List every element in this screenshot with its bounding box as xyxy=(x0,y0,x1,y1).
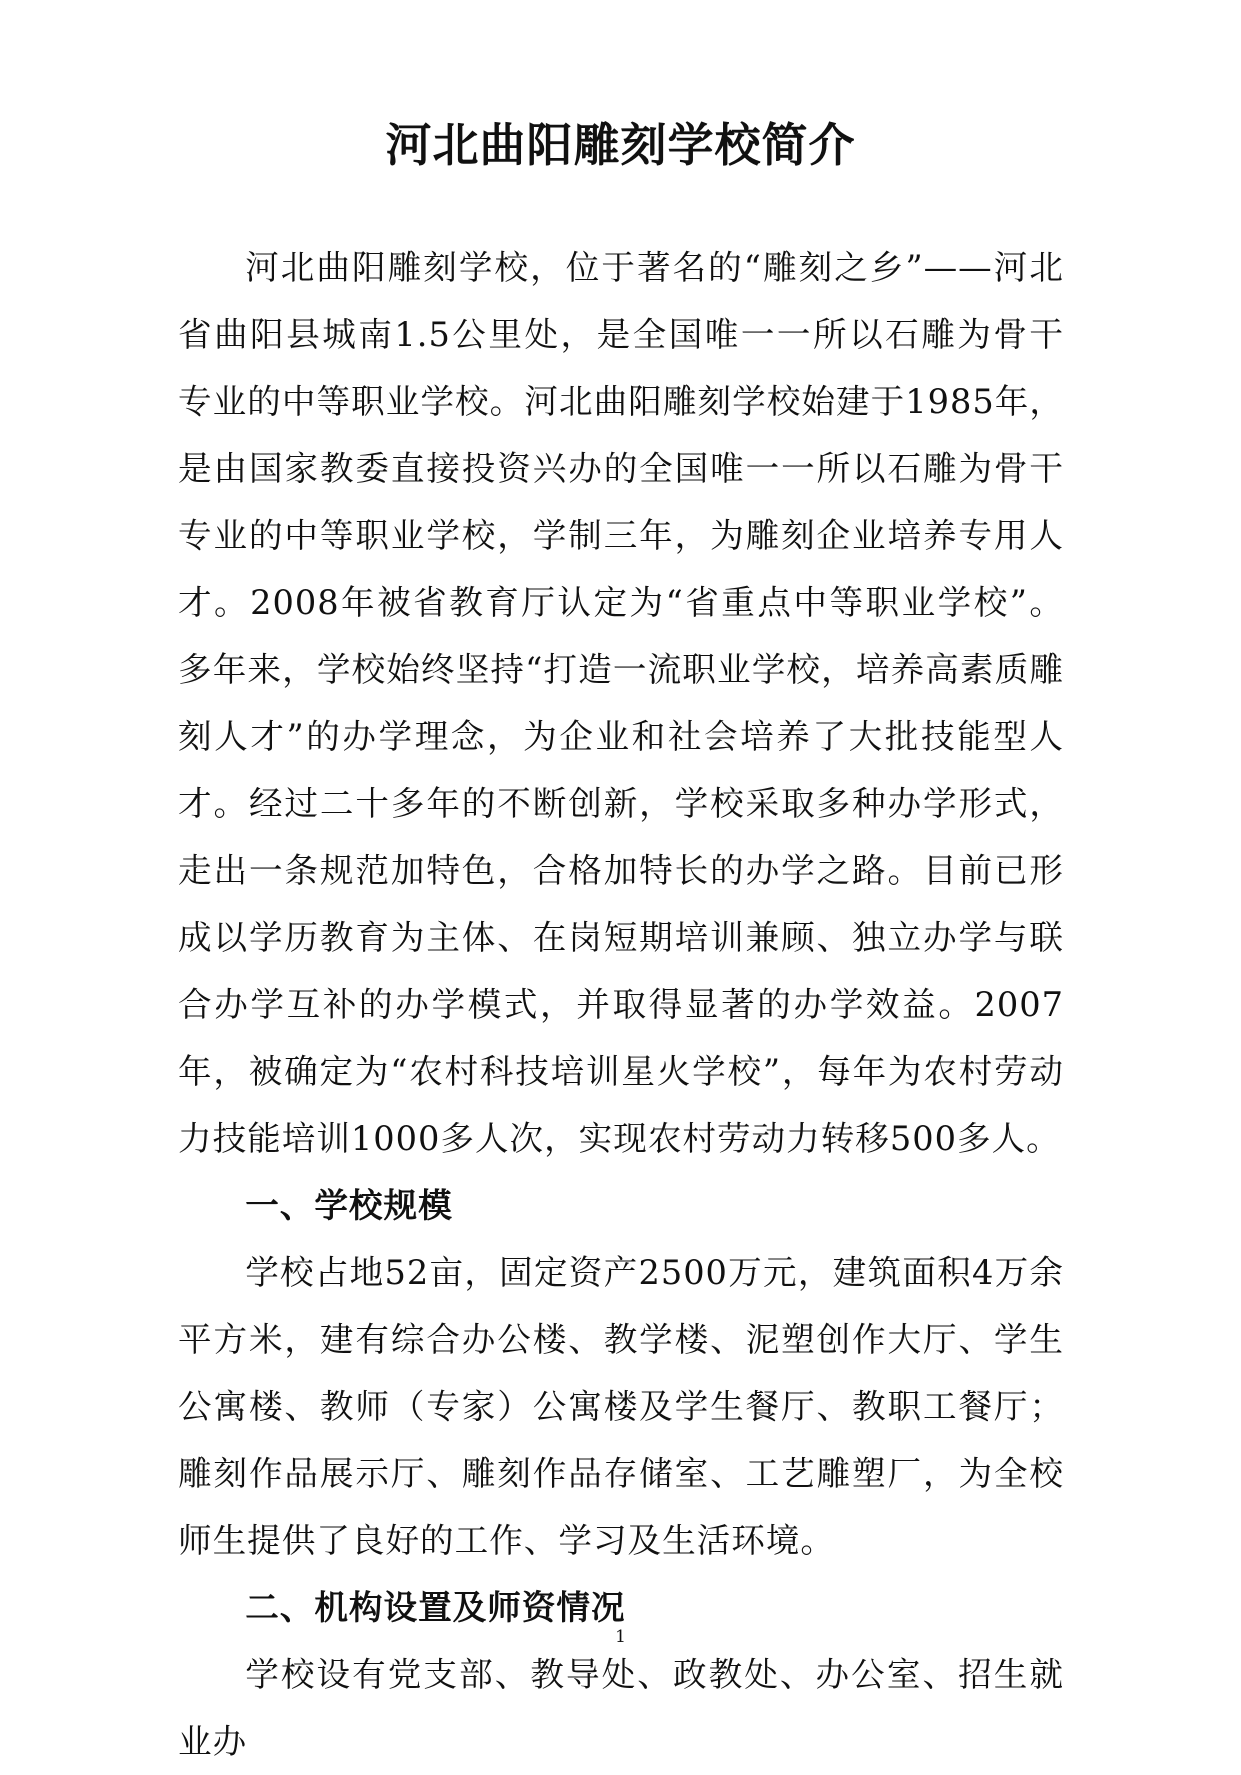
section-heading-school-scale: 一、学校规模 xyxy=(245,1185,453,1225)
school-scale-paragraph: 学校占地52亩，固定资产2500万元，建筑面积4万余平方米，建有综合办公楼、教学楼、泥塑创作大厅、学生公寓楼、教师（专家）公寓楼及学生餐厅、教职工餐厅；雕刻作品展示厅、雕刻作品存储室、工艺雕塑厂，为全校师生提供了良好的工作、学习及生活环境。 xyxy=(178,1253,1064,1560)
document-body xyxy=(178,234,1064,1775)
document-title: 河北曲阳雕刻学校简介 xyxy=(385,118,856,172)
section-heading-organization-faculty: 二、机构设置及师资情况 xyxy=(245,1587,626,1627)
intro-paragraph: 河北曲阳雕刻学校，位于著名的“雕刻之乡”——河北省曲阳县城南1.5公里处，是全国唯一一所以石雕为骨干专业的中等职业学校。河北曲阳雕刻学校始建于1985年，是由国家教委直接投资兴办的全国唯一一所以石雕为骨干专业的中等职业学校，学制三年，为雕刻企业培养专用人才。2008年被省教育厅认定为“省重点中等职业学校”。多年来，学校始终坚持“打造一流职业学校，培养高素质雕刻人才”的办学理念，为企业和社会培养了大批技能型人才。经过二十多年的不断创新，学校采取多种办学形式，走出一条规范加特色，合格加特长的办学之路。目前已形成以学历教育为主体、在岗短期培训兼顾、独立办学与联合办学互补的办学模式，并取得显著的办学效益。2007年，被确定为“农村科技培训星火学校”，每年为农村劳动力技能培训1000多人次，实现农村劳动力转移500多人。 xyxy=(178,248,1064,1158)
organization-faculty-paragraph: 学校设有党支部、教导处、政教处、办公室、招生就业办 xyxy=(178,1655,1064,1761)
page-number: 1 xyxy=(615,1627,626,1647)
